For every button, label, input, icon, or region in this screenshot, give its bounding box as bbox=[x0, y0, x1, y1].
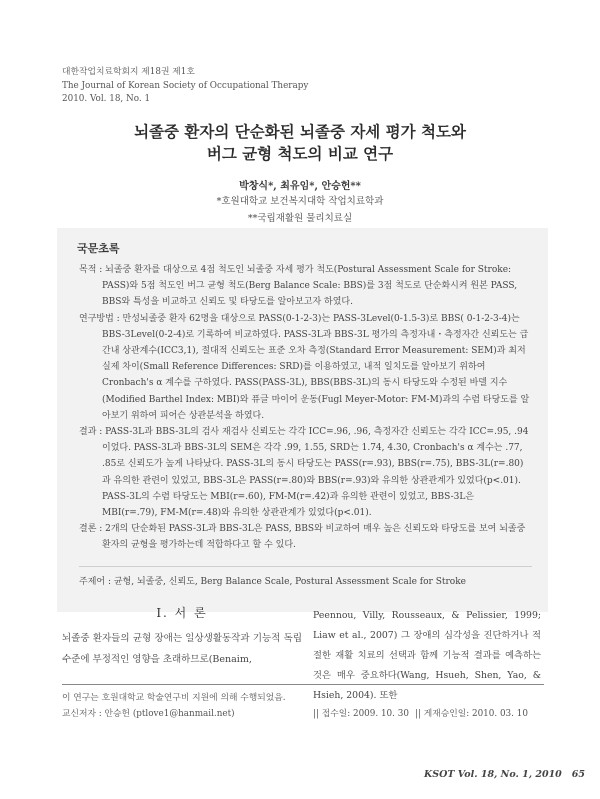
page-footer bbox=[424, 769, 585, 780]
abstract-keywords: 주제어 : 균형, 뇌졸중, 신뢰도, Berg Balance Scale, Postural Assessment Scale for Stroke bbox=[79, 566, 532, 590]
corresponding-author: 교신저자 : 안승헌 (ptlove1@hanmail.net) bbox=[62, 709, 235, 719]
section-heading-introduction: Ⅰ. 서 론 bbox=[156, 606, 208, 620]
author-list: 박창식*, 최유임*, 안승헌** bbox=[239, 181, 361, 192]
footer-journal: KSOT Vol. 18, No. 1, 2010 bbox=[424, 769, 562, 780]
affiliation-2: **국립재활원 물리치료실 bbox=[247, 213, 353, 224]
journal-english-name: The Journal of Korean Society of Occupational Therapy bbox=[62, 80, 309, 91]
abstract-conclusion: 결론 : 2개의 단순화된 PASS-3L과 BBS-3L은 PASS, BBS와 비교하여 매우 높은 신뢰도와 타당도를 보여 뇌졸중 환자의 균형을 평가하는데 적합하다고 할 수 있다. bbox=[79, 524, 526, 551]
abstract-results: 결과 : PASS-3L과 BBS-3L의 검사 재검사 신뢰도는 각각 ICC=.96, .96, 측정자간 신뢰도는 각각 ICC=.95, .94이었다. PASS-3L과 BBS-3L의 SEM은 각각 .99, 1.55, SRD는 1.74, 4.30, Cronbach's α 계수는 .77, .85로 신뢰도가 높게 나타났다. PASS-3L의 동시 타당도는 PASS(r=.93), BBS(r=.75), BBS-3L(r=.80)과 유의한 관련이 있었고, BBS-3L은 PASS(r=.80)와 BBS(r=.93)와 유의한 상관관계가 있었다(p<.01). PASS-3L의 수렴 타당도는 MBI(r=.60), FM-M(r=.42)과 유의한 관련이 있었고, BBS-3L은 MBI(r=.79), FM-M(r=.48)와 유의한 상관관계가 있었다(p<.01). bbox=[79, 427, 529, 519]
funding-note: 이 연구는 호원대학교 학술연구비 지원에 의해 수행되었음. bbox=[62, 693, 286, 703]
journal-header bbox=[62, 66, 308, 107]
abstract-heading: 국문초록 bbox=[77, 242, 120, 255]
intro-right-column: Peennou, Villy, Rousseaux, & Pelissier, 1999; Liaw et al., 2007) 그 장애의 심각성을 진단하거나 적절한 재활 치료의 선택과 함께 기능적 결과를 예측하는 것은 매우 중요하다(Wang, Hsueh, Shen, Yao, & Hsieh, 2004). 또한 bbox=[313, 610, 541, 701]
journal-korean-name: 대한작업치료학회지 제18권 제1호 bbox=[62, 67, 195, 77]
received-date: || 접수일: 2009. 10. 30 bbox=[313, 709, 409, 719]
intro-left-column: 뇌졸중 환자들의 균형 장애는 일상생활동작과 기능적 독립수준에 부정적인 영향을 초래하므로(Benaim, bbox=[62, 633, 302, 665]
paper-title-line2: 버그 균형 척도의 비교 연구 bbox=[206, 144, 394, 163]
abstract-method: 연구방법 : 만성뇌졸중 환자 62명을 대상으로 PASS(0-1-2-3)는 PASS-3Level(0-1.5-3)로 BBS( 0-1-2-3-4)는 BBS-3Level(0-2-4)로 기록하여 비교하였다. PASS-3L과 BBS-3L 평가의 측정자내・측정자간 신뢰도는 급간내 상관계수(ICC3,1), 절대적 신뢰도는 표준 오차 측정(Standard Error Measurement: SEM)과 최저 실제 차이(Small Reference Differences: SRD)를 이용하였고, 내적 일치도를 알아보기 위하여 Cronbach's α 계수를 구하였다. PASS(PASS-3L), BBS(BBS-3L)의 동시 타당도와 수정된 바델 지수(Modified Barthel Index: MBI)와 퓨글 마이어 운동(Fugl Meyer-Motor: FM-M)과의 수렴 타당도를 알아보기 위하여 피어슨 상관분석을 하였다. bbox=[79, 313, 530, 421]
abstract-body bbox=[79, 262, 532, 590]
paper-title-line1: 뇌졸중 환자의 단순화된 뇌졸중 자세 평가 척도와 bbox=[134, 122, 466, 141]
page-number: 65 bbox=[571, 769, 586, 780]
abstract-purpose: 목적 : 뇌졸중 환자를 대상으로 4점 척도인 뇌졸중 자세 평가 척도(Postural Assessment Scale for Stroke: PASS)와 5점 척도인 버그 균형 척도(Berg Balance Scale: BBS)를 3점 척도로 단순화시켜 원본 PASS, BBS와 특성을 비교하고 신뢰도 및 타당도를 알아보고자 하였다. bbox=[79, 265, 518, 308]
journal-volume: 2010. Vol. 18, No. 1 bbox=[62, 94, 151, 104]
paper-title bbox=[0, 121, 600, 165]
accepted-date: || 게재승인일: 2010. 03. 10 bbox=[415, 709, 528, 719]
affiliation-1: *호원대학교 보건복지대학 작업치료학과 bbox=[216, 196, 384, 207]
footnote-divider bbox=[62, 684, 544, 685]
affiliations bbox=[0, 193, 600, 227]
